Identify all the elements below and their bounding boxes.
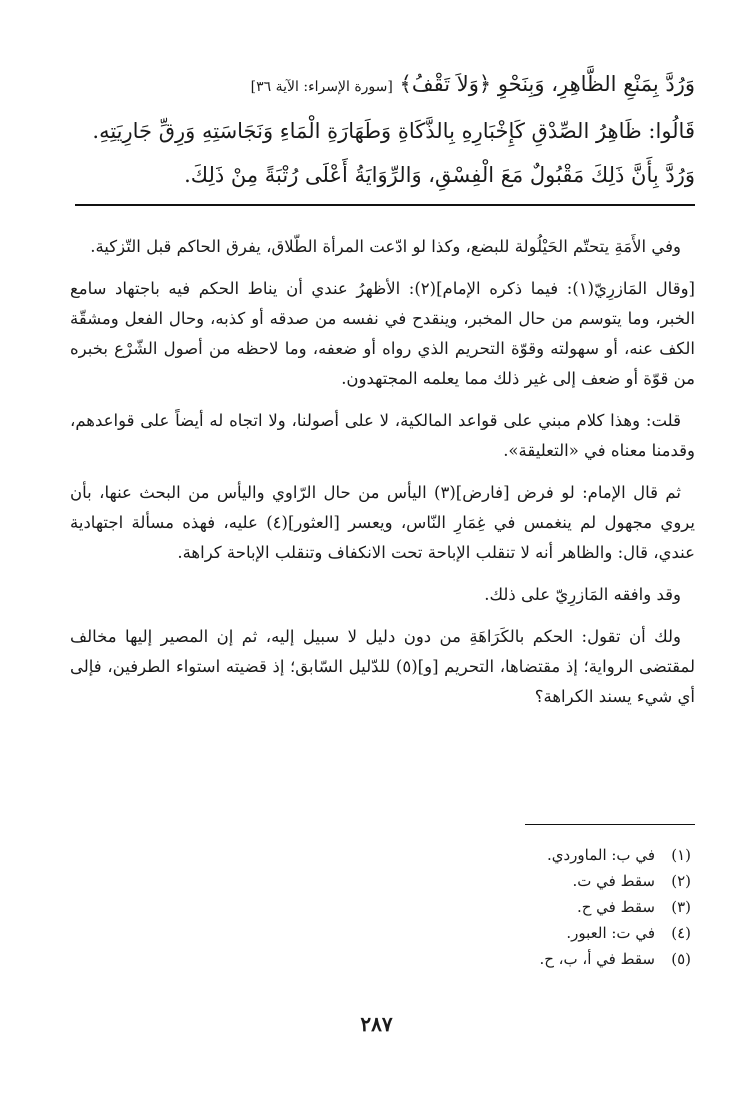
- paragraph: ثم قال الإمام: لو فرض [فارض](٣) اليأس من حال الرّاوي واليأس من البحث عنها، بأن يروي مجهول لم ينغمس في غِمَارِ النّاس، ويعسر [العثور](٤) عليه، فهذه مسألة اجتهادية عندي، قال: والظاهر أنه لا تنقلب الإباحة تحت الانكفاف وتنقلب الإباحة كراهة.: [70, 483, 695, 562]
- footnote-number: (١): [671, 846, 691, 864]
- paragraph: وفي الأَمَةِ يتحتّم الحَيْلُولة للبضع، وكذا لو ادّعت المرأة الطّلاق، يفرق الحاكم قبل التّزكية.: [90, 237, 681, 256]
- footnote: [371, 868, 691, 894]
- footnote: [371, 920, 691, 946]
- verse-line: وَرُدَّ بِأَنَّ ذَلِكَ مَقْبُولٌ مَعَ الْفِسْقِ، وَالرِّوَايَةُ أَعْلَى رُتْبَةً مِنْ ذَلِكَ.: [184, 163, 695, 187]
- footnote-text: سقط في ت.: [572, 872, 655, 890]
- footnote-text: سقط في ح.: [576, 898, 655, 916]
- verse-reference: [سورة الإسراء: الآية ٣٦]: [250, 79, 393, 95]
- footnote-number: (٤): [671, 924, 691, 942]
- footnote-number: (٣): [671, 898, 691, 916]
- footnotes: [371, 842, 691, 972]
- footnote: [371, 946, 691, 972]
- paragraph: ولك أن تقول: الحكم بالكَرَاهَةِ من دون دليل لا سبيل إليه، ثم إن المصير إليها مخالف لمقتضى الرواية؛ إذ مقتضاها، التحريم [و](٥) للدّليل السّابق؛ إذ قضيته استواء الطرفين، فإلى أي شيء يسند الكراهة؟: [70, 627, 695, 706]
- footnote-text: في ت: العبور.: [566, 924, 655, 942]
- page-number: ٢٨٧: [360, 1012, 393, 1036]
- footnote-number: (٢): [671, 872, 691, 890]
- paragraph: قلت: وهذا كلام مبني على قواعد المالكية، لا على أصولنا، ولا اتجاه له أيضاً على قواعدهم، وقدمنا معناه في «التعليقة».: [70, 411, 695, 460]
- paragraph: وقد وافقه المَازرِيّ على ذلك.: [484, 585, 681, 604]
- footnote-number: (٥): [671, 950, 691, 968]
- footnote: [371, 894, 691, 920]
- section-divider: [75, 204, 695, 206]
- verse-line: قَالُوا: ظَاهِرُ الصِّدْقِ كَإِخْبَارِهِ بِالذَّكَاةِ وَطَهَارَةِ الْمَاءِ وَنَجَاسَتِهِ وَرِقِّ جَارِيَتِهِ.: [92, 119, 695, 143]
- verse-block: [70, 62, 695, 197]
- footnote: [371, 842, 691, 868]
- footnote-divider: [525, 824, 695, 825]
- verse-text: وَرُدَّ بِمَنْعِ الظَّاهِرِ، وَبِنَحْوِ ﴿وَلاَ تَقْفُ﴾: [399, 72, 695, 96]
- paragraph: [وقال المَازرِيّ(١): فيما ذكره الإمام](٢): الأظهرُ عندي أن يناط الحكم فيه باجتهاد سامع الخبر، وما يتوسم من حال المخبر، وينقدح في نفسه من صدقه أو كذبه، وحال الفعل ومشقّة الكف عنه، أو سهولته وقوّة التحريم الذي رواه أو ضعفه، وما لاحظه من أصول الشّرْع بخبره من قوّة أو ضعف إلى غير ذلك مما يعلمه المجتهدون.: [70, 279, 695, 388]
- commentary-body: [70, 232, 695, 724]
- verse-line: [70, 62, 695, 109]
- footnote-text: سقط في أ، ب، ح.: [539, 950, 655, 968]
- footnote-text: في ب: الماوردي.: [546, 846, 655, 864]
